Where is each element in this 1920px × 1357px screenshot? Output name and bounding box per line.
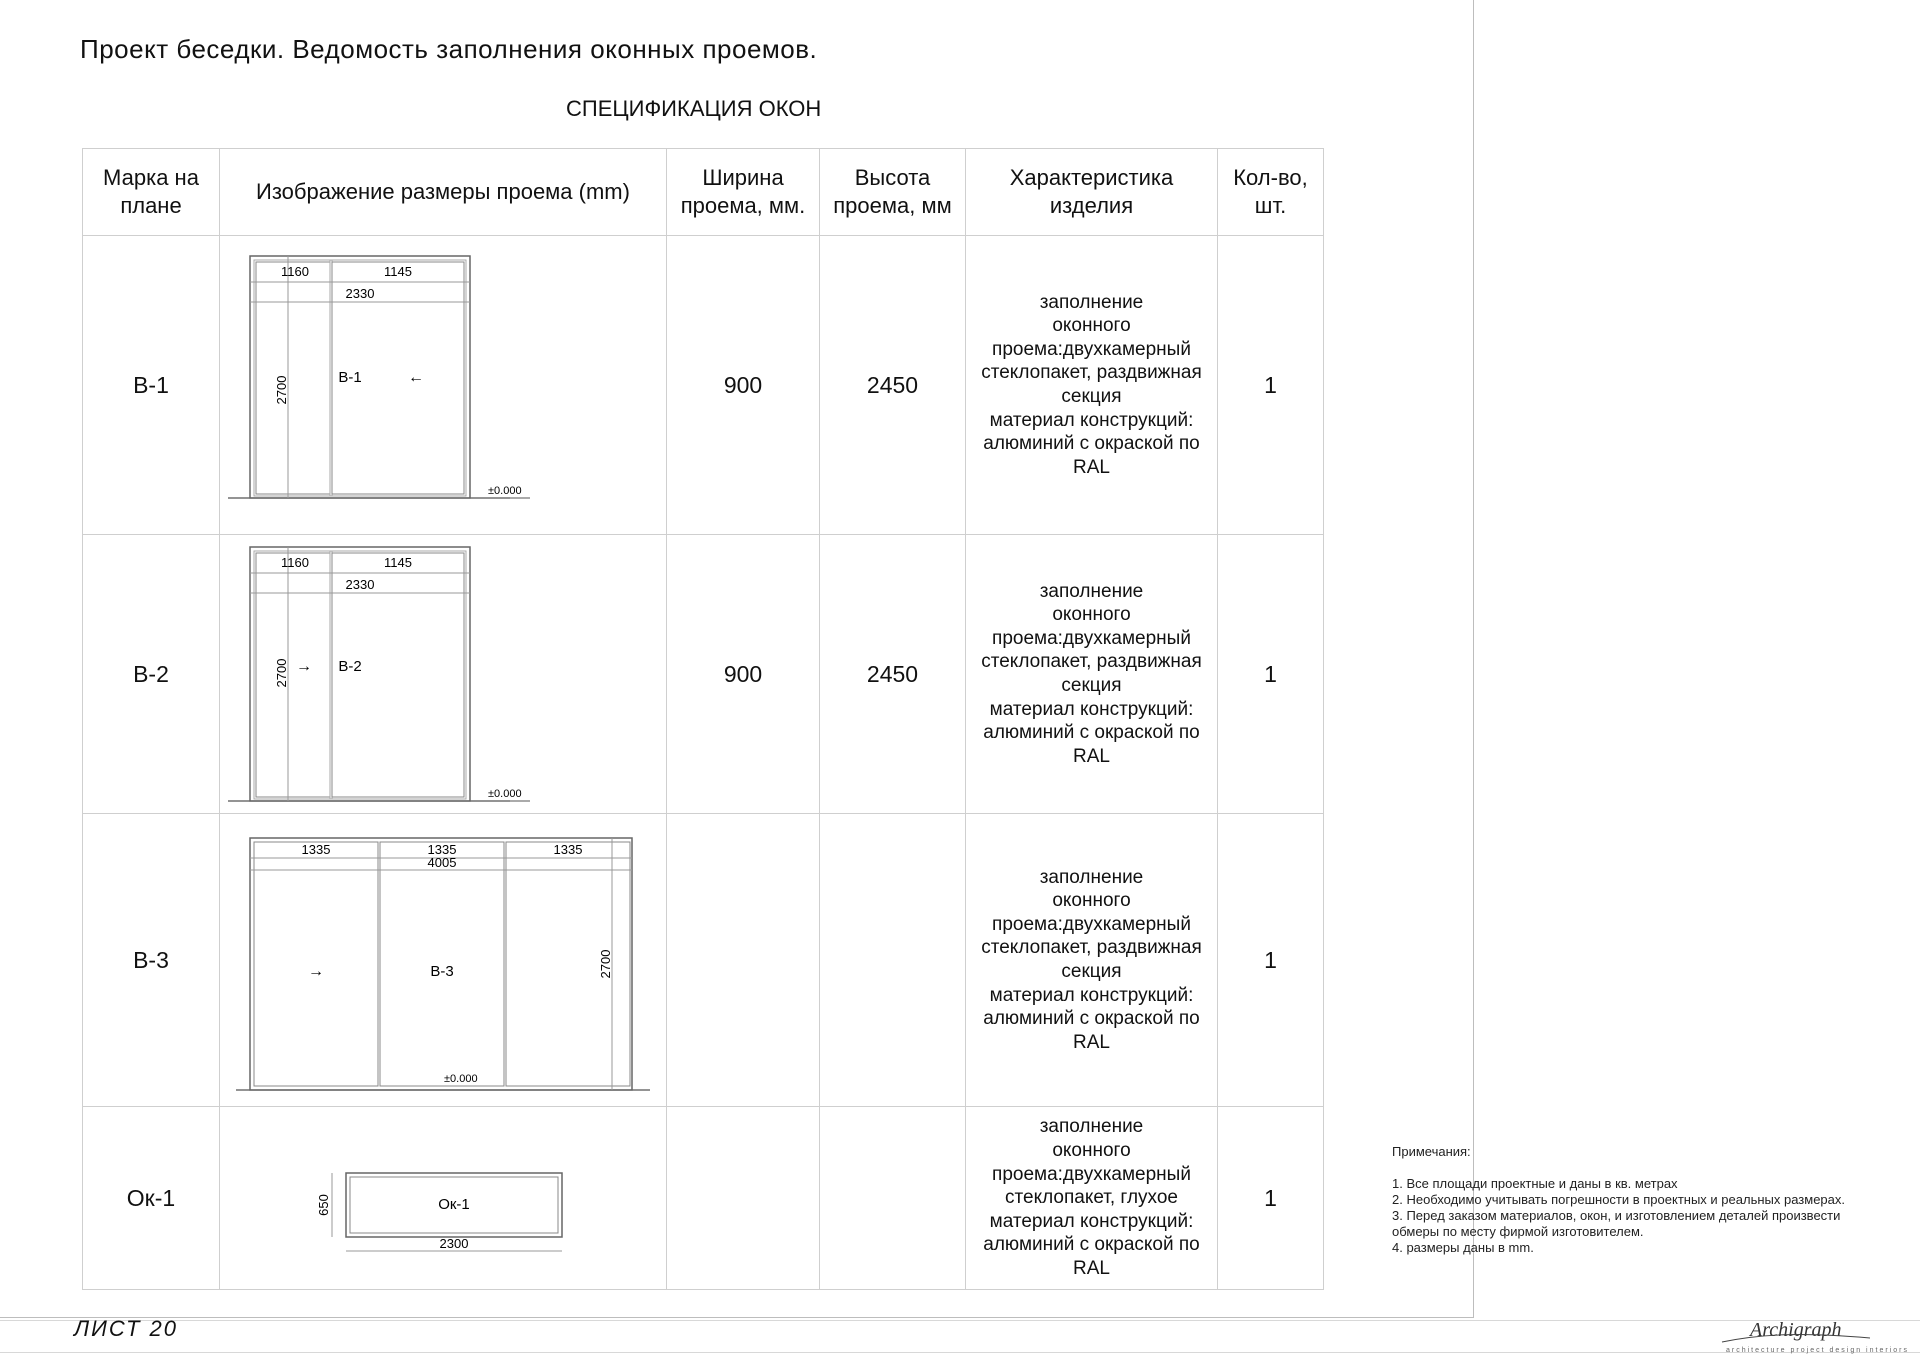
header-mark: Марка на плане [83,149,220,236]
dim-height: 650 [316,1194,331,1216]
dim-height: 2700 [274,658,289,688]
window-drawing-b3 [220,814,666,1106]
notes-title: Примечания: [1392,1144,1471,1159]
drawing-label: В-2 [338,658,362,675]
note-item: 4. размеры даны в mm. [1392,1240,1534,1255]
footer-divider [0,1320,1920,1321]
header-height: Высота проема, мм [820,149,966,236]
row-height [820,1107,966,1290]
logo-tagline: architecture project design interiors [1726,1347,1909,1354]
sliding-arrow-icon: → [296,658,312,675]
dim-width-total: 4005 [427,855,457,870]
table-row [83,535,1324,814]
row-mark: Ок-1 [83,1107,220,1290]
note-item: 2. Необходимо учитывать погрешности в проектных и реальных размерах. [1392,1192,1845,1207]
char-line: оконного [1052,315,1131,337]
char-line: алюминий с окраской по [983,1008,1200,1030]
row-width [667,814,820,1107]
char-line: материал конструкций: [989,1210,1194,1232]
dim-height: 2700 [598,949,613,979]
table-header-row [83,149,1324,236]
char-line: проема:двухкамерный [992,1163,1191,1185]
row-quantity: 1 [1218,1107,1324,1290]
level-mark: ±0.000 [488,788,522,800]
char-line: стеклопакет, раздвижная [981,362,1202,384]
table-row [83,814,1324,1107]
dim-height: 2700 [274,375,289,405]
dim-width-middle: 1335 [427,842,457,857]
header-width: Ширина проема, мм. [667,149,820,236]
char-line: заполнение [1039,866,1144,888]
company-logo [1720,1312,1910,1356]
note-item: 3. Перед заказом материалов, окон, и изготовлением деталей произвести обмеры по месту фирмой изготовителем. [1392,1208,1841,1239]
row-quantity: 1 [1218,535,1324,814]
row-characteristic [966,236,1218,535]
specification-title: СПЕЦИФИКАЦИЯ ОКОН [566,96,822,121]
char-line: стеклопакет, глухое [1005,1187,1178,1209]
dim-width-left: 1160 [281,555,309,570]
char-line: стеклопакет, раздвижная [981,651,1202,673]
drawing-label: Ок-1 [438,1196,470,1213]
dim-width-total: 2330 [345,286,375,301]
level-mark: ±0.000 [488,485,522,497]
char-line: заполнение [1039,1116,1144,1138]
dim-width: 2300 [439,1236,469,1251]
row-mark: В-2 [83,535,220,814]
table-row [83,236,1324,535]
row-width: 900 [667,236,820,535]
char-line: оконного [1052,890,1131,912]
level-mark: ±0.000 [444,1073,478,1085]
char-line: материал конструкций: [989,984,1194,1006]
dim-width-total: 2330 [345,577,375,592]
char-line: RAL [1073,456,1110,478]
window-drawing-cell [220,535,667,814]
row-quantity: 1 [1218,236,1324,535]
window-drawing-cell [220,1107,667,1290]
notes-block [1392,1144,1852,1256]
char-line: заполнение [1039,580,1144,602]
char-line: проема:двухкамерный [992,913,1191,935]
row-mark: В-3 [83,814,220,1107]
footer-divider-bottom [0,1352,1920,1353]
char-line: материал конструкций: [989,409,1194,431]
row-width: 900 [667,535,820,814]
row-characteristic [966,1107,1218,1290]
sheet-number: ЛИСТ 20 [74,1316,178,1341]
char-line: проема:двухкамерный [992,338,1191,360]
char-line: RAL [1073,745,1110,767]
dim-width-right: 1145 [384,264,412,279]
char-line: стеклопакет, раздвижная [981,937,1202,959]
window-drawing-cell [220,814,667,1107]
row-characteristic [966,535,1218,814]
window-drawing-cell [220,236,667,535]
header-image: Изображение размеры проема (mm) [220,149,667,236]
sliding-arrow-icon: → [308,963,324,980]
row-height [820,814,966,1107]
window-drawing-ok1 [220,1107,666,1289]
window-drawing-b2 [220,535,666,813]
row-height: 2450 [820,236,966,535]
drawing-label: В-1 [338,369,362,386]
dim-width-left: 1160 [281,264,309,279]
char-line: проема:двухкамерный [992,627,1191,649]
row-width [667,1107,820,1290]
char-line: RAL [1073,1031,1110,1053]
char-line: алюминий с окраской по [983,722,1200,744]
header-characteristic: Характеристика изделия [966,149,1218,236]
char-line: алюминий с окраской по [983,1234,1200,1256]
table-row [83,1107,1324,1290]
dim-width-right: 1335 [553,842,583,857]
char-line: секция [1061,386,1122,407]
document-title: Проект беседки. Ведомость заполнения оконных проемов. [80,34,818,64]
char-line: оконного [1052,1140,1131,1162]
sliding-arrow-icon: ← [408,369,424,386]
header-quantity: Кол-во, шт. [1218,149,1324,236]
window-spec-table [82,148,1324,1290]
dim-width-left: 1335 [301,842,331,857]
row-characteristic [966,814,1218,1107]
char-line: материал конструкций: [989,698,1194,720]
char-line: заполнение [1039,291,1144,313]
logo-script: Archigraph [1750,1319,1842,1341]
window-drawing-b1 [220,236,666,534]
row-mark: В-1 [83,236,220,535]
char-line: алюминий с окраской по [983,433,1200,455]
note-item: 1. Все площади проектные и даны в кв. метрах [1392,1176,1678,1191]
char-line: секция [1061,961,1122,982]
row-quantity: 1 [1218,814,1324,1107]
char-line: секция [1061,675,1122,696]
char-line: оконного [1052,604,1131,626]
row-height: 2450 [820,535,966,814]
char-line: RAL [1073,1257,1110,1279]
dim-width-right: 1145 [384,555,412,570]
drawing-label: В-3 [430,963,454,980]
